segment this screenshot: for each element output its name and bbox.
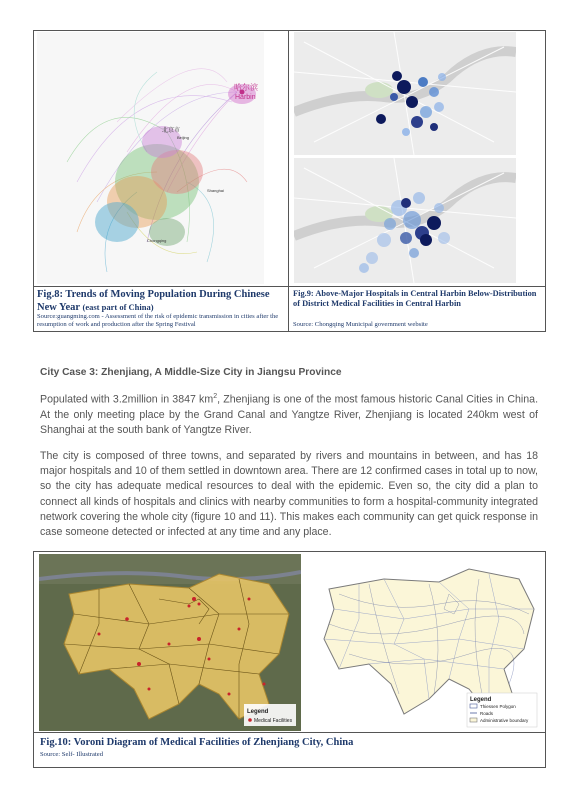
shanghai-label: Shanghai: [207, 188, 224, 193]
voronoi-left-legend: [244, 704, 296, 726]
case-paragraph-1: Populated with 3.2million in 3847 $km^2$, Zhenjiang is one of the most famous historic Canal Cities in China. At the only meeting place by the Grand Canal and Yangtze River, Zhenjiang is located 240km west of Shanghai at the south bank of Yangtze River.: [40, 393, 539, 436]
case-title: City Case 3: Zhenjiang, A Middle-Size City in Jiangsu Province: [40, 367, 342, 378]
fig9-source: Source: Chongqing Municipal government website: [293, 321, 428, 328]
fig8-source: Source:guangming.com - Assessment of the risk of epidemic transmission in cities after the resumption of work and production after the Spring Festival: [37, 313, 279, 328]
right-legend-title: Legend: [470, 697, 492, 703]
right-legend-item-3: Administrative boundary: [480, 718, 529, 723]
harbin-label: Harbin: [235, 94, 256, 101]
harbin-district-facilities-map: [294, 158, 516, 283]
voronoi-satellite-map: [39, 554, 301, 731]
chongqing-label: Chongqing: [147, 238, 167, 243]
population-flow-map: [37, 32, 264, 284]
right-legend-item-1: Thiessen Polygon: [480, 704, 516, 709]
beijing-label: Beijing: [177, 135, 190, 140]
right-legend-item-2: Roads: [480, 711, 494, 716]
harbin-cn-label: 哈尔滨: [234, 83, 258, 92]
case-paragraph-2: The city is composed of three towns, and separated by rivers and mountains in between, and has 18 major hospitals and 10 of them settled in downtown area. There are 12 confirmed cases in total up to now, so the city has adequate medical resources to deal with the epidemic. Even so, the city did a plan to connect all kinds of hospitals and clinics with nearby communities to form a hospital-community integrated network covering the whole city (figure 10 and 11). This makes each community can get quick response in case someone detected or infected at any time and any place.: [40, 450, 538, 539]
voronoi-road-map: [309, 554, 540, 731]
fig10-source: Source: Self- Illustrated: [40, 751, 103, 758]
fig10-caption-divider: [33, 732, 546, 733]
harbin-major-hospitals-map: [294, 32, 516, 155]
voronoi-right-legend: [467, 693, 537, 727]
left-legend-title: Legend: [247, 709, 269, 715]
left-legend-item: Medical Facilities: [254, 718, 293, 724]
beijing-cn-label: 北京市: [162, 128, 181, 134]
fig10-title: Fig.10: Voroni Diagram of Medical Facilities of Zhenjiang City, China: [40, 737, 354, 748]
fig8-title: Fig.8: Trends of Moving Population During Chinese New Year (east part of China): [37, 289, 270, 313]
caption-divider: [33, 286, 546, 287]
fig9-title: Fig.9: Above-Major Hospitals in Central Harbin Below-Distribution of District Medical Facilities in Central Harbin: [293, 289, 537, 308]
